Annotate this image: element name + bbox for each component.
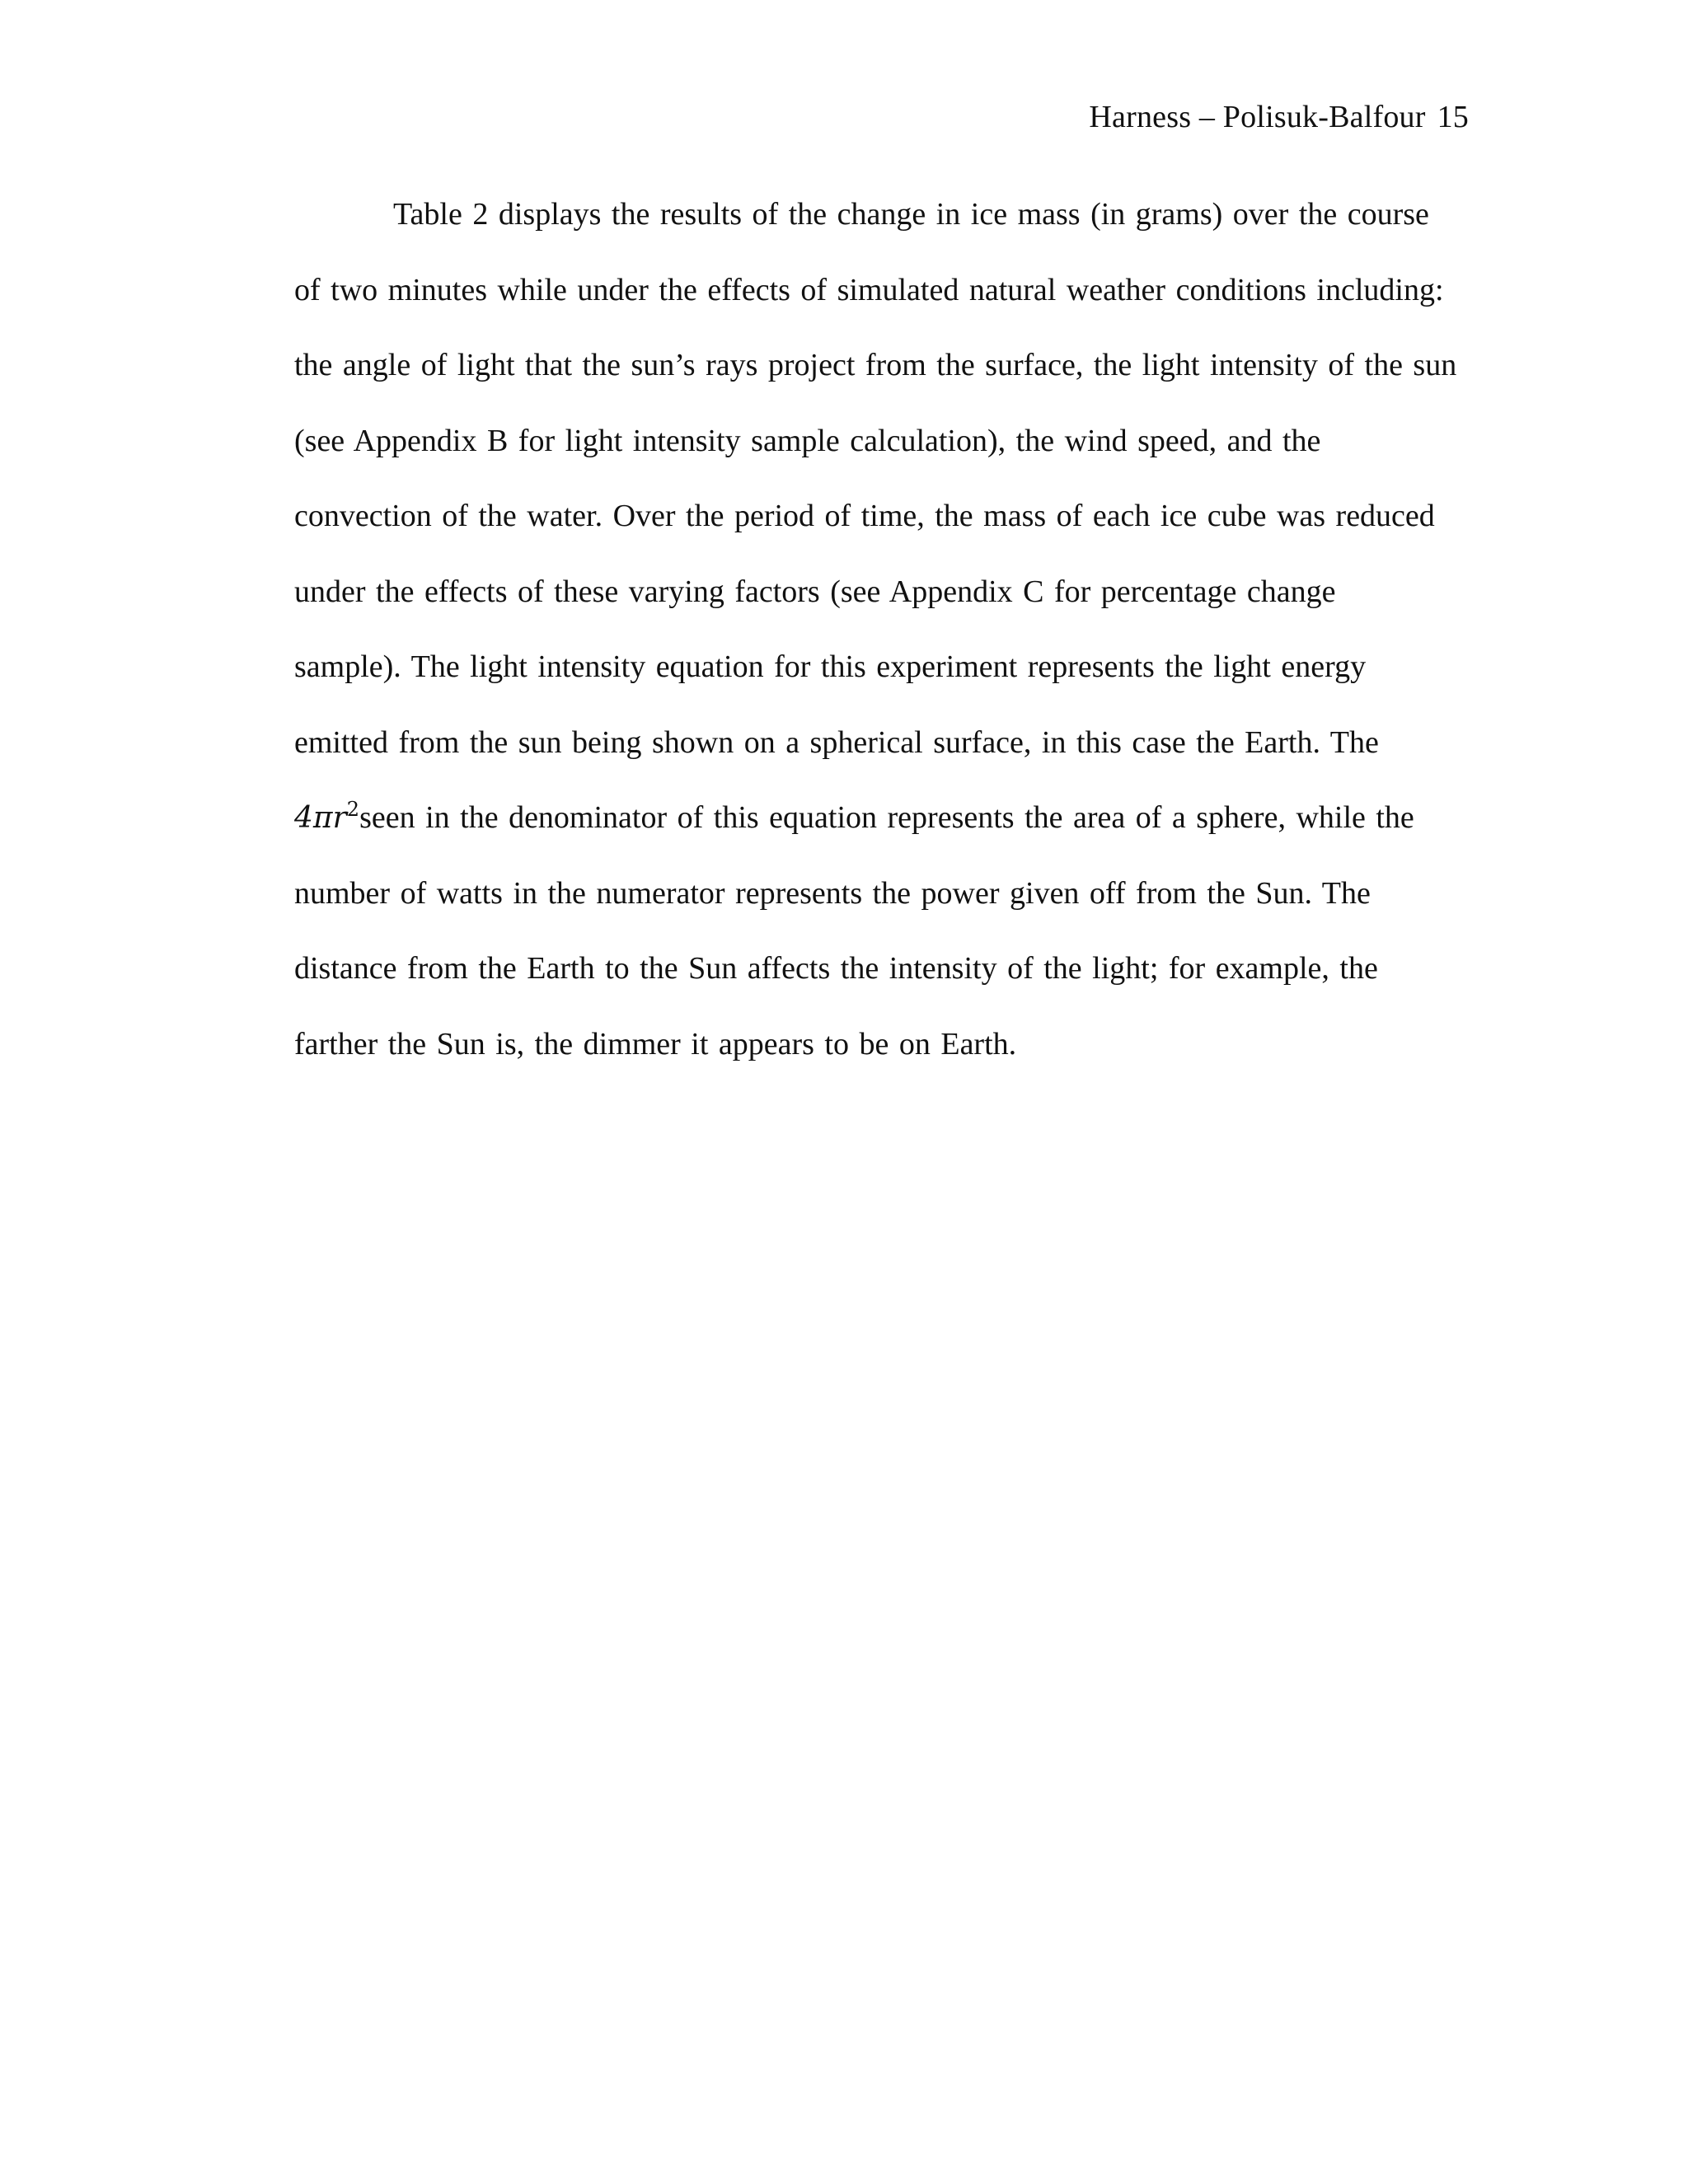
paragraph-line: (see Appendix B for light intensity sample calculation), the wind speed, and the (294, 423, 1321, 458)
paragraph-line: the angle of light that the sun’s rays project from the surface, the light intensity of the sun (294, 348, 1457, 382)
paragraph-line: emitted from the sun being shown on a spherical surface, in this case the Earth. The (294, 724, 1379, 760)
formula-exponent: 2 (346, 798, 360, 821)
paragraph-line: farther the Sun is, the dimmer it appears to be on Earth. (294, 1026, 1017, 1062)
paragraph-line: convection of the water. Over the period of time, the mass of each ice cube was reduced (294, 499, 1435, 533)
paragraph-line: under the effects of these varying factors (see Appendix C for percentage change (294, 574, 1336, 609)
paragraph-line: of two minutes while under the effects of simulated natural weather conditions including: (294, 272, 1444, 307)
paragraph-line: distance from the Earth to the Sun affects the intensity of the light; for example, the (294, 951, 1378, 986)
paragraph-line: Table 2 displays the results of the change in ice mass (in grams) over the course (393, 197, 1429, 232)
sphere-area-formula (294, 798, 360, 835)
running-title: Harness – Polisuk-Balfour (1089, 100, 1426, 134)
running-head (1089, 97, 1469, 137)
body-paragraph (294, 190, 1481, 1094)
paragraph-line: sample). The light intensity equation for this experiment represents the light energy (294, 649, 1367, 684)
paragraph-line: number of watts in the numerator represents the power given off from the Sun. The (294, 875, 1371, 911)
paragraph-line-with-formula (294, 793, 1481, 869)
page-number: 15 (1437, 100, 1469, 134)
formula-base: 4πr (294, 801, 347, 835)
formula-line-text: seen in the denominator of this equation represents the area of a sphere, while the (359, 800, 1414, 835)
